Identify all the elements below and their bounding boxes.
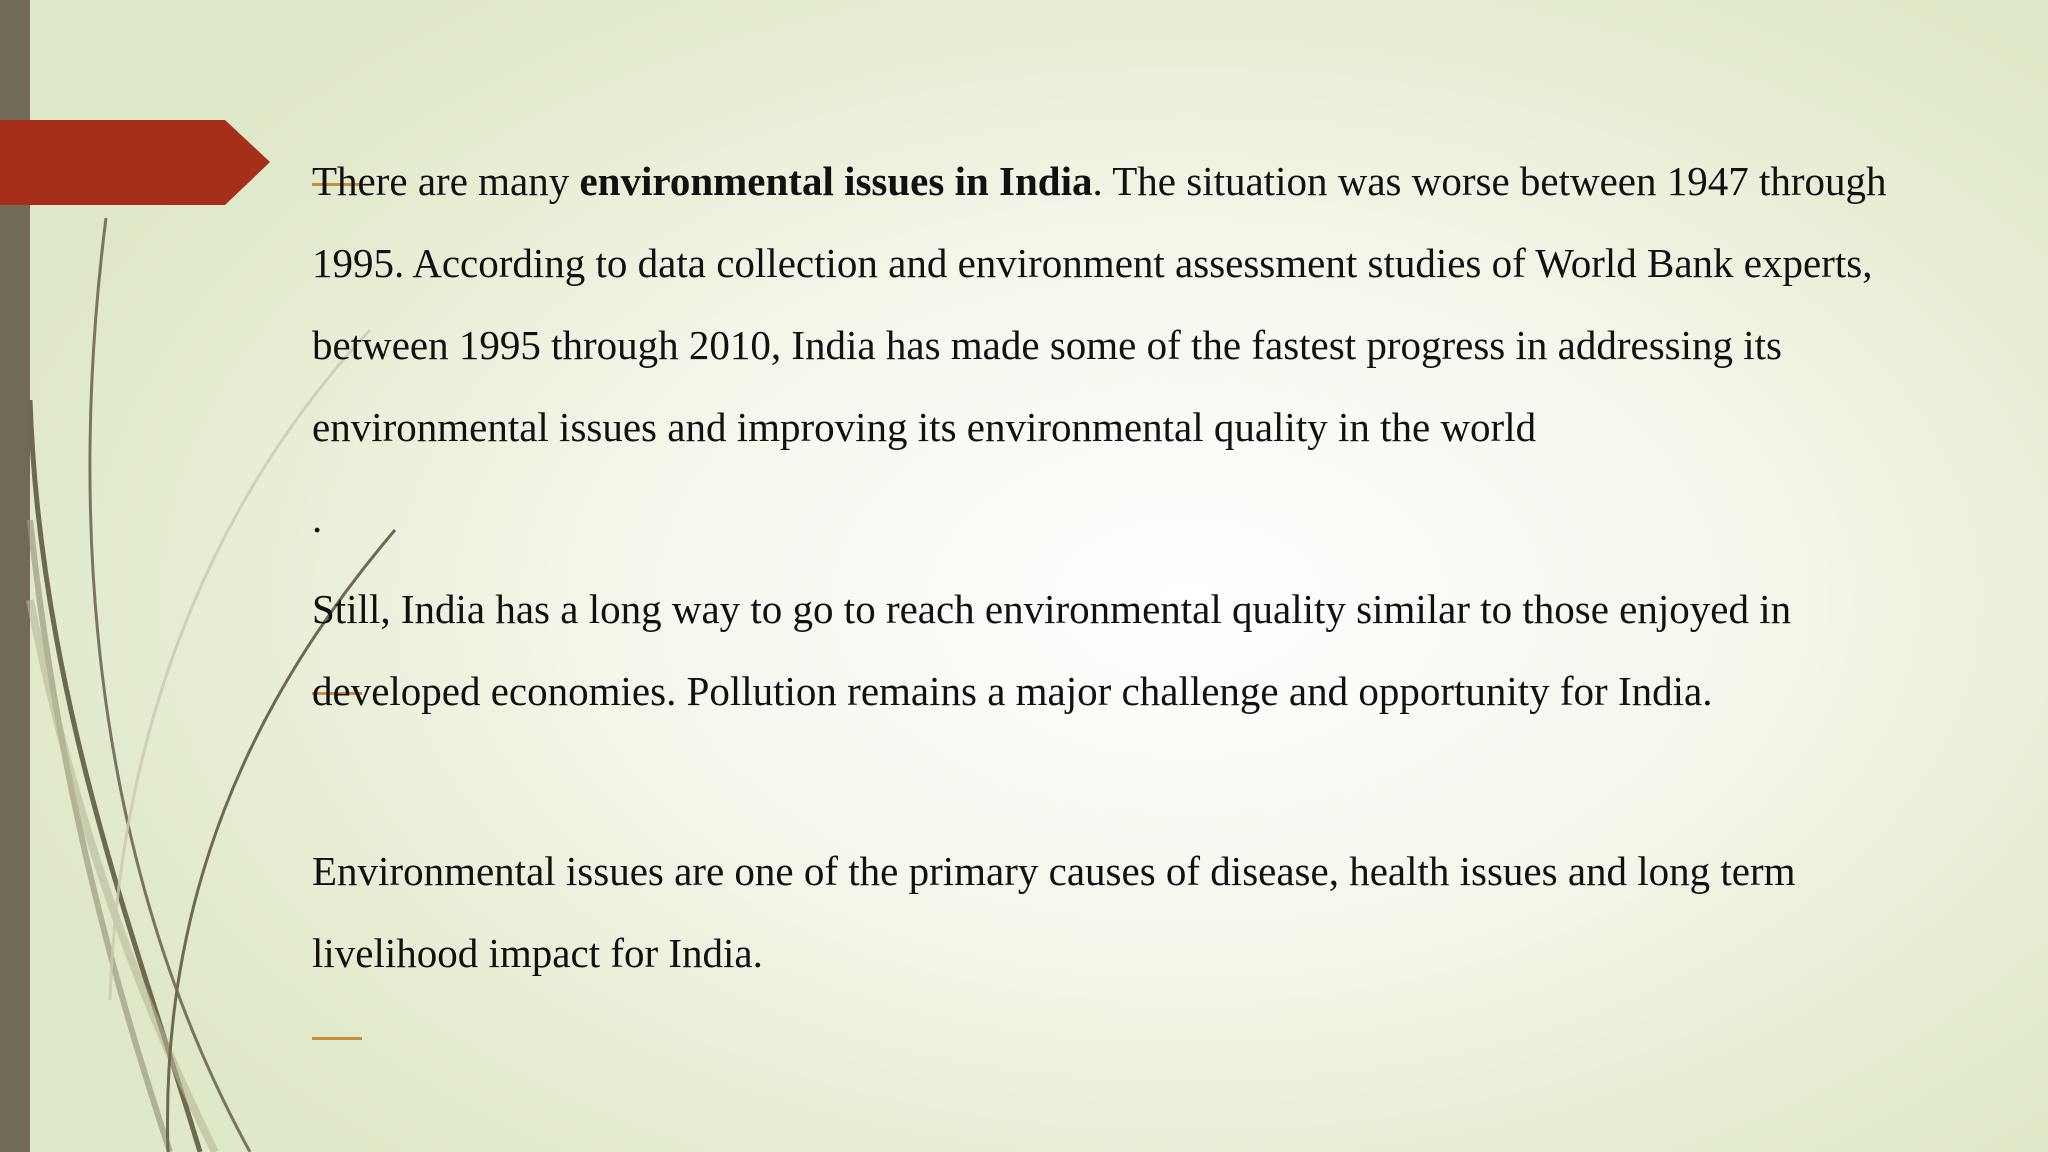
- bullet-dash-3: [312, 1037, 362, 1040]
- slide-body-text: [312, 140, 1952, 994]
- paragraph-3: Environmental issues are one of the primary causes of disease, health issues and long term livelihood impact for India.: [312, 848, 1796, 976]
- paragraph-2: Still, India has a long way to go to reach environmental quality similar to those enjoyed in developed economies. Pollution remains a major challenge and opportunity for India.: [312, 586, 1792, 714]
- paragraph-gap: [312, 732, 1952, 830]
- paragraph-1: [312, 140, 1952, 468]
- paragraph-1-lead: There are many: [312, 158, 580, 204]
- paragraph-1-bold: environmental issues in India: [579, 158, 1093, 204]
- paragraph-dot: .: [312, 495, 323, 541]
- paragraph-1-rest: . The situation was worse between 1947 through 1995. According to data collection and environment assessment studies of World Bank experts, between 1995 through 2010, India has made some of the fastest progress in addressing its environmental issues and improving its environmental quality in the world: [312, 158, 1887, 450]
- title-arrow-tab: [0, 120, 270, 205]
